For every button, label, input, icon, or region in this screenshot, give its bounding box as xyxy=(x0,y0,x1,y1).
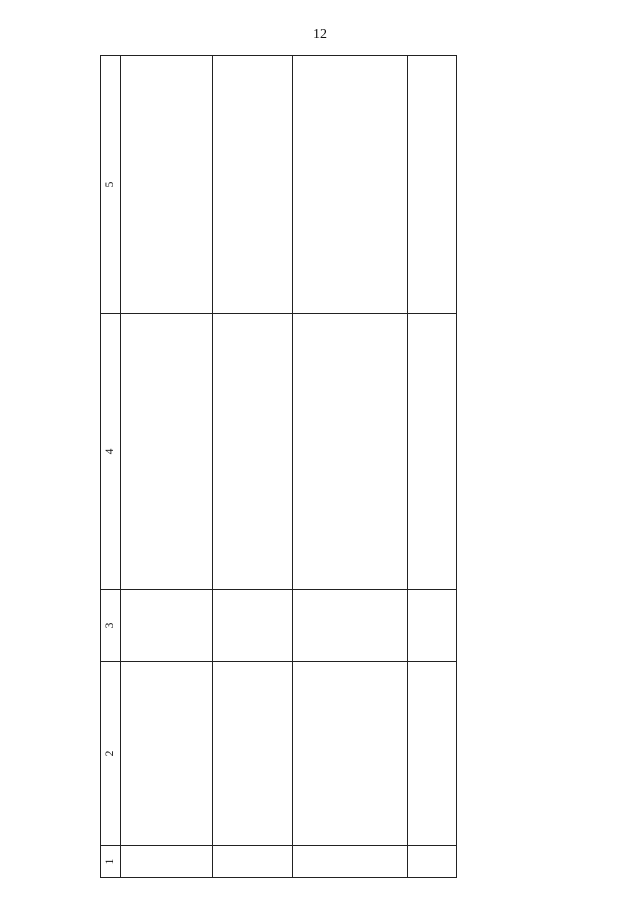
funding-source xyxy=(213,314,293,590)
rotated-table-wrapper xyxy=(100,56,457,878)
measure-name xyxy=(213,662,293,846)
measure-name xyxy=(121,662,213,846)
table-row xyxy=(121,56,213,878)
measure-name xyxy=(408,662,457,846)
period xyxy=(121,590,213,662)
row-number xyxy=(213,846,293,878)
funding-source xyxy=(408,314,457,590)
period xyxy=(293,590,408,662)
executor xyxy=(293,56,408,314)
header-cell: 4 xyxy=(101,314,121,590)
executor xyxy=(213,56,293,314)
measures-table xyxy=(100,55,457,878)
header-cell: 2 xyxy=(101,662,121,846)
measure-name xyxy=(293,662,408,846)
row-number xyxy=(121,846,213,878)
funding-source xyxy=(121,314,213,590)
page-number: 12 xyxy=(313,27,327,42)
header-cell: 3 xyxy=(101,590,121,662)
executor xyxy=(121,56,213,314)
row-number xyxy=(293,846,408,878)
funding-source xyxy=(293,314,408,590)
table-row xyxy=(213,56,293,878)
header-cell: 1 xyxy=(101,846,121,878)
header-cell: 5 xyxy=(101,56,121,314)
table-row xyxy=(408,56,457,878)
header-row xyxy=(101,56,121,878)
table-row xyxy=(293,56,408,878)
row-number xyxy=(408,846,457,878)
executor xyxy=(408,56,457,314)
period xyxy=(408,590,457,662)
period xyxy=(213,590,293,662)
